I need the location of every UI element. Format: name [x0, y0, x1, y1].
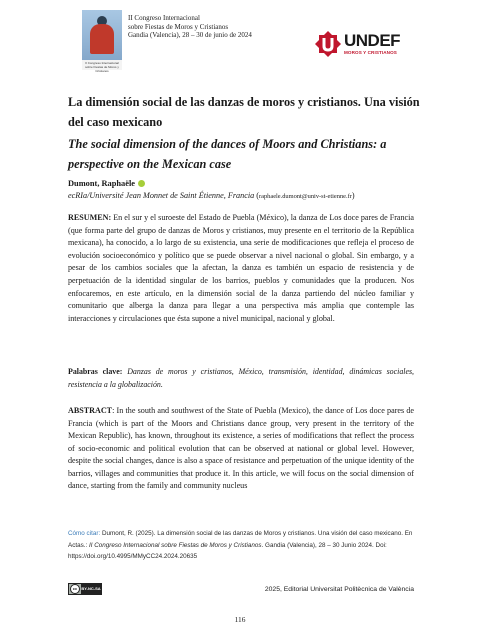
citation-text-1: Dumont, R. (2025). La dimensión social de las danzas de Moros y cristianos. Una visión del caso mexicano. En Actas.:: [68, 530, 413, 549]
abstract-text: : In the south and southwest of the State of Puebla (Mexico), the dance of Los doce pares de Francia (which is part of the Moors and Christians dance group, very present in the territory of the Mexican Republic), has known, throughout its existence, a series of modifications that reflect the process of socio-economic and political evolution that can be observed at national or global level. However, despite the social changes, dance is also a space of resistance and perpetuation of the unique identity of the barrios, villages and communities that produce it. In this article, we will focus on the social dimension of dance, starting from the family and community nucleus: [68, 406, 414, 490]
citation-block: [68, 528, 416, 563]
keywords-label: Palabras clave:: [68, 367, 123, 376]
page-number: 116: [234, 615, 246, 624]
resumen-text: En el sur y el suroeste del Estado de Puebla (México), la danza de Los doce pares de Francia (que forma parte del grupo de danzas de Moros y cristianos, muy presente en el territorio de la República mexicana), ha conocido, a lo largo de su existencia, una serie de modificaciones que refleja el proceso de evolución socioeconómico y político que se puede observar a nivel nacional o global. Sin embargo, y a pesar de los cambios sociales que la afectan, la danza es también un espacio de resistencia y de perpetuación de la identidad singular de los barrios, pueblos y comunidades que la producen. Nos enfocaremos, en este artículo, en la dimensión social de la danza partiendo del núcleo familiar y comunitario que alberga la danza para llegar a una perspectiva más amplia que contemple las interacciones y circulaciones que ésta supone a nivel municipal, nacional y global.: [68, 213, 414, 323]
poster-caption: II Congreso Internacional sobre Fiestas de Moros y Cristianos: [85, 61, 119, 73]
cc-license-text: BY-NC-SA: [81, 584, 101, 594]
congress-info: [128, 14, 252, 40]
cc-icon: cc: [70, 584, 80, 594]
undef-logo-icon: [314, 30, 342, 58]
abstract-paragraph: [68, 405, 414, 493]
congress-line-2: sobre Fiestas de Moros y Cristianos: [128, 22, 229, 31]
author-name: Dumont, Raphaële: [68, 179, 136, 188]
title-spanish: La dimensión social de las danzas de moros y cristianos. Una visión del caso mexicano: [68, 95, 420, 129]
poster-figure: [90, 24, 114, 54]
abstract-label: ABSTRACT: [68, 406, 113, 415]
title-english: The social dimension of the dances of Moors and Christians: a perspective on the Mexican case: [68, 137, 387, 171]
cc-license-badge[interactable]: [68, 583, 102, 595]
keywords-paragraph: [68, 366, 414, 391]
author-email[interactable]: raphaele.dumont@univ-st-etienne.fr: [259, 193, 352, 200]
undef-logo-subtitle: MOROS Y CRISTIANOS: [344, 50, 397, 55]
affiliation-line: ecRIa/Université Jean Monnet de Saint Étienne, Francia (raphaele.dumont@univ-st-etienne.fr): [68, 191, 355, 200]
keywords-text: Danzas de moros y cristianos, México, transmisión, identidad, dinámicas sociales, resistencia a la globalización.: [68, 367, 414, 389]
publisher-line: 2025, Editorial Universitat Politècnica de València: [264, 586, 414, 593]
citation-label: Cómo citar:: [68, 530, 101, 537]
author-line: [68, 179, 145, 188]
resumen-paragraph: [68, 212, 414, 325]
resumen-label: RESUMEN:: [68, 213, 112, 222]
congress-line-1: II Congreso Internacional: [128, 14, 200, 22]
undef-logo-name: UNDEF: [344, 31, 401, 50]
orcid-icon[interactable]: [138, 180, 145, 187]
congress-poster-thumbnail: [82, 10, 122, 73]
congress-line-3: Gandia (Valencia), 28 – 30 de junio de 2024: [128, 31, 252, 40]
affiliation-institution: ecRIa/Université Jean Monnet de Saint Étienne, Francia: [68, 191, 255, 200]
citation-proceedings-title: II Congreso Internacional sobre Fiestas de Moros y Cristianos: [89, 541, 262, 549]
citation-text-2[interactable]: . Gandia (Valencia), 28 – 30 Junio 2024. Doi: https://doi.org/10.4995/MMyCC24.2024.20635: [68, 541, 387, 561]
